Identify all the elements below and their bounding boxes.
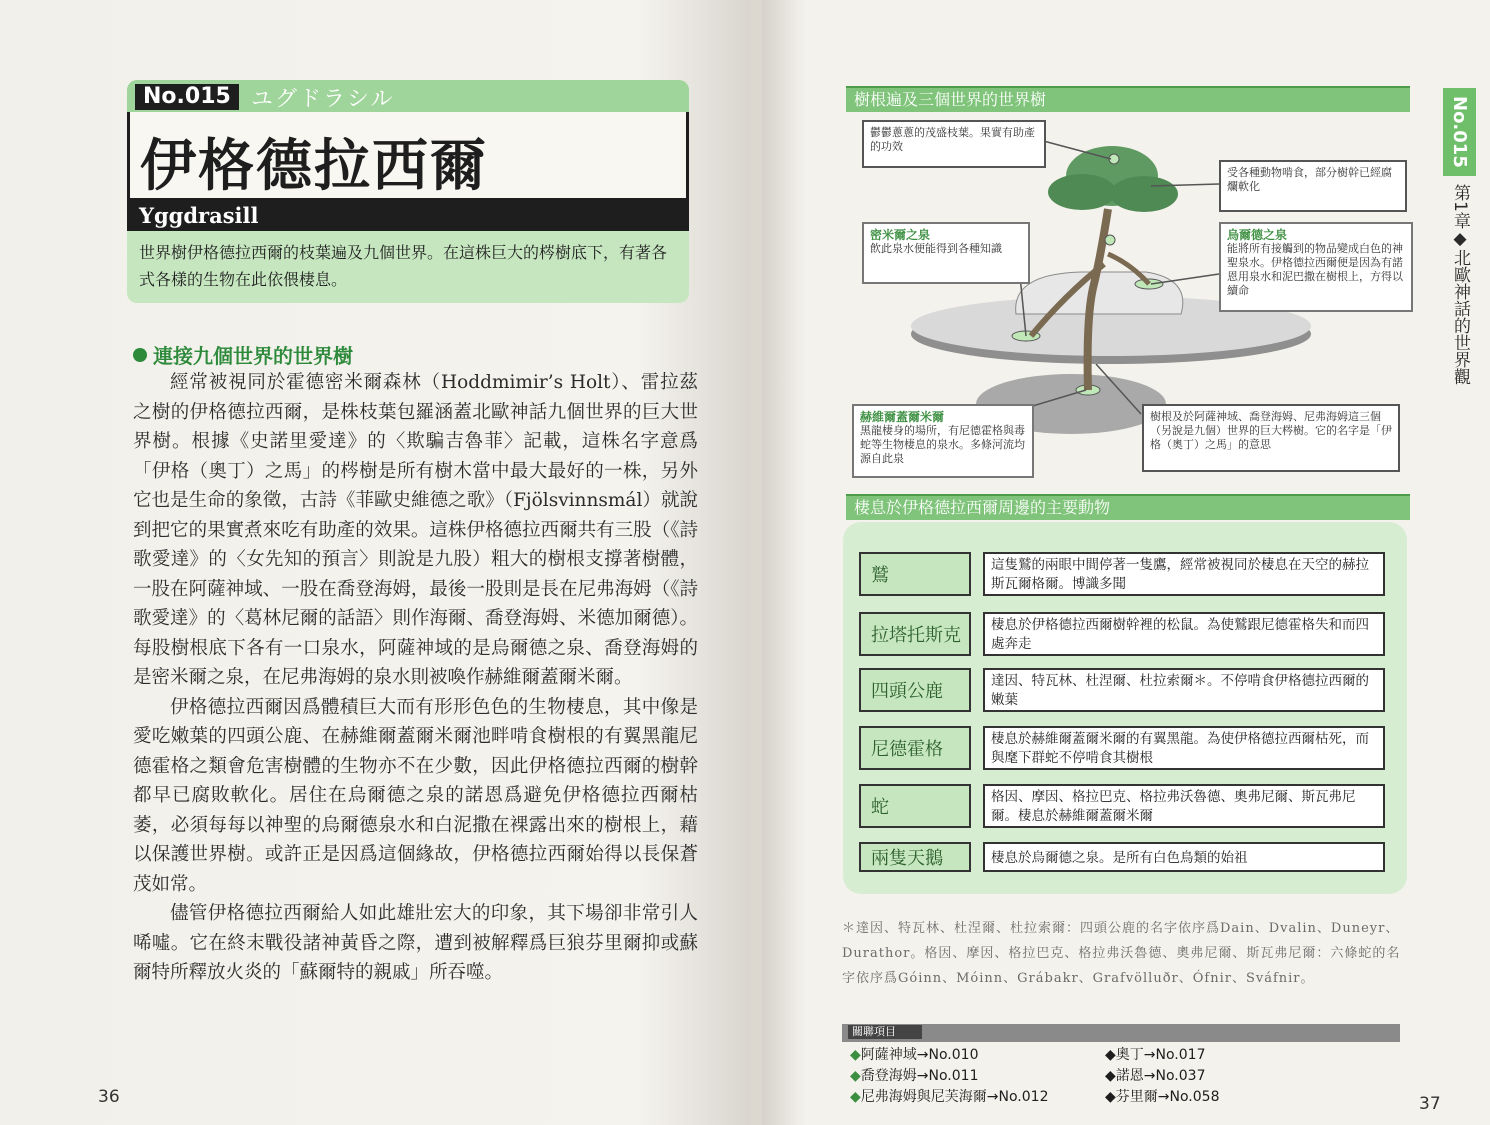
table-row xyxy=(859,612,1385,656)
diamond-icon: ◆ xyxy=(850,1089,861,1105)
paragraph: 儘管伊格德拉西爾給人如此雄壯宏大的印象，其下場卻非常引人唏噓。它在終末戰役諸神黃昏之際，遭到被解釋爲巨狼芬里爾抑或蘇爾特所釋放火炎的「蘇爾特的親戚」所吞噬。 xyxy=(133,903,698,983)
arrow-icon: → xyxy=(1143,1068,1156,1084)
callout-foliage: 鬱鬱蔥蔥的茂盛枝葉。果實有助產的功效 xyxy=(862,120,1046,168)
callout-hvergelmir xyxy=(852,404,1034,478)
side-tab-chapter: 第1章◆北歐神話的世界觀 xyxy=(1450,184,1470,385)
related-list-left xyxy=(850,1045,1090,1108)
side-tab xyxy=(1443,88,1476,1088)
table-row xyxy=(859,842,1385,872)
related-link[interactable]: ◆尼弗海姆與尼芙海爾→No.012 xyxy=(850,1089,1049,1105)
bullet-icon xyxy=(133,348,147,362)
animal-name: 四頭公鹿 xyxy=(859,668,971,712)
table-heading: 棲息於伊格德拉西爾周邊的主要動物 xyxy=(846,494,1410,520)
entry-number: No.015 xyxy=(135,84,239,110)
animal-desc: 棲息於赫維爾蓋爾米爾的有翼黑龍。為使伊格德拉西爾枯死，而與麾下群蛇不停啃食其樹根 xyxy=(983,726,1385,770)
callout-trunk: 受各種動物啃食，部分樹幹已經腐爛軟化 xyxy=(1219,160,1407,212)
diamond-icon: ◆ xyxy=(850,1068,861,1084)
diamond-icon: ◆ xyxy=(1105,1068,1116,1084)
section-heading xyxy=(133,340,353,369)
callout-urd-text: 能將所有接觸到的物品變成白色的神聖泉水。伊格德拉西爾便是因為有諾恩用泉水和泥巴撒在樹根上，方得以續命 xyxy=(1227,242,1403,297)
arrow-icon: → xyxy=(986,1089,999,1105)
arrow-icon: → xyxy=(916,1068,929,1084)
arrow-icon: → xyxy=(1143,1047,1156,1063)
body-text xyxy=(133,368,698,988)
diamond-icon: ◆ xyxy=(850,1047,861,1063)
entry-header-band xyxy=(127,80,689,112)
entry-header xyxy=(127,80,689,303)
diamond-icon: ◆ xyxy=(1105,1089,1116,1105)
callout-hver-text: 黑龍棲身的場所，有尼德霍格與毒蛇等生物棲息的泉水。多條河流均源自此泉 xyxy=(860,424,1025,465)
arrow-icon: → xyxy=(1157,1089,1170,1105)
paragraph: 經常被視同於霍德密米爾森林（Hoddmimir’s Holt）、雷拉茲之樹的伊格德拉西爾，是株枝葉包羅涵蓋北歐神話九個世界的巨大世界樹。根據《史諾里愛達》的〈欺騙吉魯菲〉記載，這株名字意爲「伊格（奧丁）之馬」的梣樹是所有樹木當中最大最好的一株，另外它也是生命的象徵，古詩《菲歐史維德之歌》（Fjölsvinnsmál）就說到把它的果實煮來吃有助產的效果。這株伊格德拉西爾共有三股（《詩歌愛達》的〈女先知的預言〉則說是九股）粗大的樹根支撐著樹體，一股在阿薩神域、一股在喬登海姆，最後一股則是長在尼弗海姆（《詩歌愛達》的〈葛林尼爾的話語〉則作海爾、喬登海姆、米德加爾德）。每股樹根底下各有一口泉水，阿薩神域的是烏爾德之泉、喬登海姆的是密米爾之泉，在尼弗海姆的泉水則被喚作赫維爾蓋爾米爾。 xyxy=(133,372,698,688)
related-link[interactable]: ◆阿薩神域→No.010 xyxy=(850,1047,979,1063)
page-number-right: 37 xyxy=(1419,1094,1441,1114)
table-row xyxy=(859,668,1385,712)
diagram-heading: 樹根遍及三個世界的世界樹 xyxy=(846,86,1410,112)
footnote: ＊達因、特瓦林、杜涅爾、杜拉索爾：四頭公鹿的名字依序爲Dain、Dvalin、Duneyr、Durathor。格因、摩因、格拉巴克、格拉弗沃魯德、奧弗尼爾、斯瓦弗尼爾：六條蛇的名字依序爲Góinn、Móinn、Grábakr、Grafvölluðr、Ófnir、Sváfnir。 xyxy=(842,921,1401,986)
arrow-icon: → xyxy=(916,1047,929,1063)
animal-desc: 棲息於伊格德拉西爾樹幹裡的松鼠。為使鷲跟尼德霍格失和而四處奔走 xyxy=(983,612,1385,656)
japanese-title: ユグドラシル xyxy=(251,87,395,112)
related-link[interactable]: ◆芬里爾→No.058 xyxy=(1105,1089,1220,1105)
animal-name: 鷲 xyxy=(859,552,971,596)
intro-summary: 世界樹伊格德拉西爾的枝葉遍及九個世界。在這株巨大的梣樹底下，有著各式各樣的生物在此依偎棲息。 xyxy=(127,231,689,303)
related-list-right xyxy=(1105,1045,1285,1108)
callout-urd-title: 烏爾德之泉 xyxy=(1227,228,1288,242)
animal-desc: 這隻鷲的兩眼中間停著一隻鷹，經常被視同於棲息在天空的赫拉斯瓦爾格爾。博識多聞 xyxy=(983,552,1385,596)
animals-table xyxy=(843,522,1407,894)
paragraph: 伊格德拉西爾因爲體積巨大而有形形色色的生物棲息，其中像是愛吃嫩葉的四頭公鹿、在赫維爾蓋爾米爾池畔啃食樹根的有翼黑龍尼德霍格之類會危害樹體的生物亦不在少數，因此伊格德拉西爾的樹幹都早已腐敗軟化。居住在烏爾德之泉的諾恩爲避免伊格德拉西爾枯萎，必須每每以神聖的烏爾德泉水和白泥撒在裸露出來的樹根上，藉以保護世界樹。或許正是因爲這個緣故，伊格德拉西爾始得以長保蒼茂如常。 xyxy=(133,696,698,895)
english-title: Yggdrasill xyxy=(127,201,689,231)
section-heading-text: 連接九個世界的世界樹 xyxy=(153,344,353,368)
callout-roots: 樹根及於阿薩神域、喬登海姆、尼弗海姆這三個（另說是九個）世界的巨大梣樹。它的名字是「伊格（奧丁）之馬」的意思 xyxy=(1142,404,1400,472)
callout-hver-title: 赫維爾蓋爾米爾 xyxy=(860,410,945,424)
animal-desc: 棲息於烏爾德之泉。是所有白色鳥類的始祖 xyxy=(983,842,1385,872)
table-row xyxy=(859,726,1385,770)
related-label: 關聯項目 xyxy=(848,1025,922,1039)
animal-desc: 達因、特瓦林、杜涅爾、杜拉索爾＊。不停啃食伊格德拉西爾的嫩葉 xyxy=(983,668,1385,712)
callout-mimir xyxy=(862,222,1030,284)
animal-name: 兩隻天鵝 xyxy=(859,842,971,872)
page-number-left: 36 xyxy=(98,1087,120,1107)
related-link[interactable]: ◆諾恩→No.037 xyxy=(1105,1068,1206,1084)
table-row xyxy=(859,784,1385,828)
trunk-dot xyxy=(1105,235,1115,245)
canopy xyxy=(1048,174,1116,210)
tree-diagram xyxy=(846,114,1411,484)
related-link[interactable]: ◆喬登海姆→No.011 xyxy=(850,1068,979,1084)
callout-mimir-text: 飲此泉水便能得到各種知識 xyxy=(870,242,1002,255)
animal-name: 拉塔托斯克 xyxy=(859,612,971,656)
title-box xyxy=(127,112,689,201)
canopy xyxy=(1110,176,1178,212)
diamond-icon: ◆ xyxy=(1105,1047,1116,1063)
related-link[interactable]: ◆奧丁→No.017 xyxy=(1105,1047,1206,1063)
page-title: 伊格德拉西爾 xyxy=(140,133,488,199)
animal-name: 尼德霍格 xyxy=(859,726,971,770)
related-items-bar xyxy=(842,1024,1400,1042)
callout-mimir-title: 密米爾之泉 xyxy=(870,228,931,242)
table-row xyxy=(859,552,1385,596)
callout-urd xyxy=(1219,222,1413,312)
animal-desc: 格因、摩因、格拉巴克、格拉弗沃魯德、奧弗尼爾、斯瓦弗尼爾。棲息於赫維爾蓋爾米爾 xyxy=(983,784,1385,828)
side-tab-number: No.015 xyxy=(1443,88,1476,176)
animal-name: 蛇 xyxy=(859,784,971,828)
